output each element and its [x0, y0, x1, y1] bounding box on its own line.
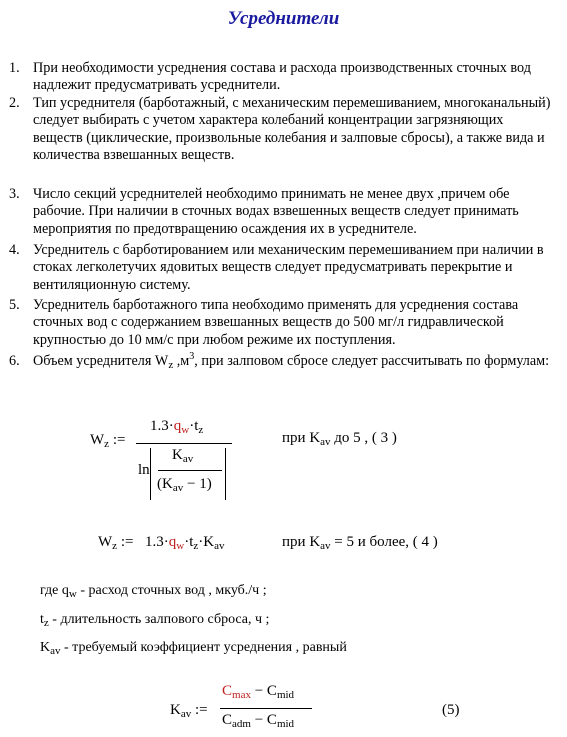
list-number: 5. — [9, 297, 20, 313]
list-number: 1. — [9, 60, 20, 76]
fraction-bar — [220, 708, 312, 709]
definition-kav: $K_{av}$ - требуемый коэффициент усреднения , равный — [40, 640, 347, 657]
inner-numerator: $K_{av}$ — [172, 447, 194, 465]
formula-condition: при $K_{av} = 5$ и более, ( 4 ) — [282, 534, 438, 552]
formula-numerator: $C_{max} - C_{mid}$ — [222, 683, 295, 701]
fraction-bar — [136, 443, 232, 444]
list-text: Усреднитель барботажного типа необходимо применять для усреднения состава сточных вод с содержанием взвешанных веществ до 500 мг/л гидравлической крупностью до 10 мм/с при любом режиме их поступления. — [33, 297, 519, 348]
formula-numerator: $1.3\cdot q_w\cdot t_z$ — [150, 418, 204, 436]
list-number: 3. — [9, 186, 20, 202]
list-text: Тип усреднителя (барботажный, с механическим перемешиванием, многоканальный) следует выбирать с учетом характера колебаний концентрации загрязняющих веществ (циклические, произвольные колебания и залповые сбросы), а также вида и количества взвешанных веществ. — [33, 95, 551, 163]
formula-lhs: $W_z$ := — [98, 534, 134, 552]
list-text: Число секций усреднителей необходимо принимать не менее двух ,причем обе рабочие. При наличии в сточных водах взвешенных веществ следует принимать мероприятия по предотвращению осаждения их в усреднителе. — [33, 186, 519, 237]
definition-tz: $t_z$ - длительность залпового сброса, ч ; — [40, 612, 270, 629]
list-text: Усреднитель с барботированием или механическим перемешиванием при наличии в стоках легколетучих ядовитых веществ следует предусматривать перекрытие и вентиляционную систему. — [33, 242, 544, 293]
page-title: Усреднители — [227, 8, 340, 29]
inner-fraction-bar — [158, 470, 222, 471]
list-text: Объем усреднителя $W_z$ $,м^3$, при залповом сбросе следует рассчитывать по формулам: — [33, 351, 550, 371]
definition-qw: где $q_w$ - расход сточных вод , мкуб./ч ; — [40, 583, 267, 600]
formula-lhs: $K_{av}$ := — [170, 702, 208, 720]
list-text: При необходимости усреднения состава и расхода производственных сточных вод надлежит предусматривать усреднители. — [33, 60, 531, 94]
formula-lhs: $W_z$ := — [90, 432, 126, 450]
list-number: 2. — [9, 95, 20, 111]
formula-condition: при $K_{av}$ до 5 , ( 3 ) — [282, 430, 397, 448]
inner-denominator: $(K_{av} - 1)$ — [157, 476, 212, 494]
formula-rhs: $1.3\cdot q_w\cdot t_z\cdot K_{av}$ — [145, 534, 225, 552]
list-number: 4. — [9, 242, 20, 258]
ln-function: ln — [138, 462, 150, 478]
formula-label: (5) — [442, 702, 460, 718]
bracket-right — [224, 448, 226, 500]
list-number: 6. — [9, 353, 20, 369]
formula-denominator: $C_{adm} - C_{mid}$ — [222, 712, 295, 730]
